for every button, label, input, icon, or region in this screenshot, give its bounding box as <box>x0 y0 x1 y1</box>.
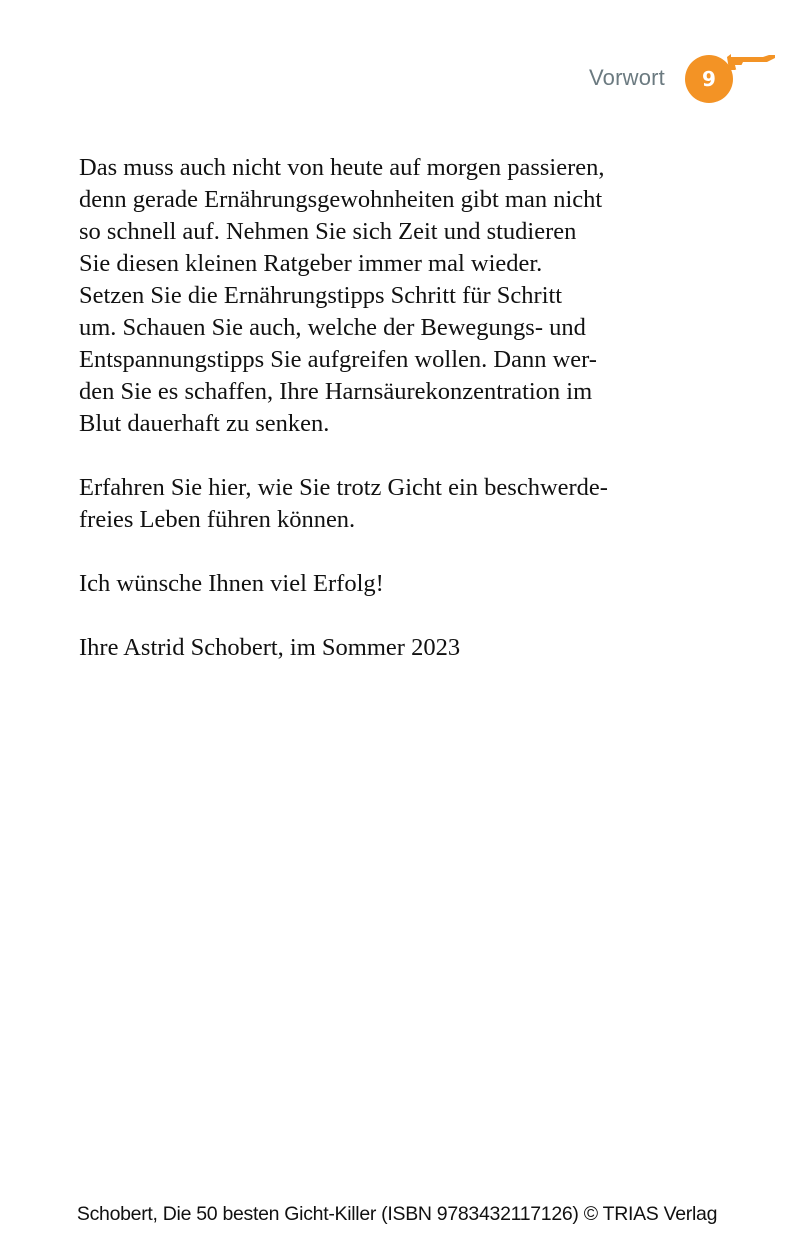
footer <box>0 1203 788 1226</box>
text-line: Ich wünsche Ihnen viel Erfolg! <box>79 570 384 597</box>
page-number: 9 <box>702 66 716 91</box>
text-line: so schnell auf. Nehmen Sie sich Zeit und studieren <box>79 218 577 245</box>
section-title: Vorwort <box>589 65 665 90</box>
text-line: Sie diesen kleinen Ratgeber immer mal wieder. <box>79 250 543 277</box>
body-text <box>79 152 719 696</box>
text-line: Entspannungstipps Sie aufgreifen wollen. Dann wer- <box>79 346 597 373</box>
text-line: Erfahren Sie hier, wie Sie trotz Gicht ein beschwerde- <box>79 474 608 501</box>
paragraph <box>79 472 719 536</box>
text-line: Das muss auch nicht von heute auf morgen passieren, <box>79 154 605 181</box>
paragraph <box>79 152 719 440</box>
text-line: Ihre Astrid Schobert, im Sommer 2023 <box>79 634 461 661</box>
text-line: freies Leben führen können. <box>79 506 356 533</box>
copyright-notice: Schobert, Die 50 besten Gicht-Killer (ISBN 9783432117126) © TRIAS Verlag <box>76 1203 718 1225</box>
text-line: Blut dauerhaft zu senken. <box>79 410 330 437</box>
signature <box>79 632 719 664</box>
paragraph <box>79 568 719 600</box>
text-line: den Sie es schaffen, Ihre Harnsäurekonzentration im <box>79 378 593 405</box>
text-line: um. Schauen Sie auch, welche der Bewegungs- und <box>79 314 586 341</box>
text-line: Setzen Sie die Ernährungstipps Schritt für Schritt <box>79 282 563 309</box>
text-line: denn gerade Ernährungsgewohnheiten gibt man nicht <box>79 186 603 213</box>
